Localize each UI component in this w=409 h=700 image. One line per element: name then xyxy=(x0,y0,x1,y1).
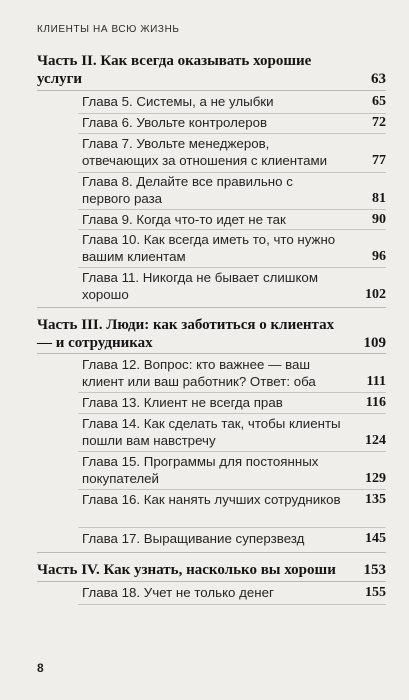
divider xyxy=(37,307,386,308)
toc-chapter-18[interactable] xyxy=(82,584,386,601)
toc-chapter-title: Глава 5. Системы, а не улыбки xyxy=(82,94,274,109)
toc-chapter-10[interactable] xyxy=(82,231,386,265)
toc-chapter-11[interactable] xyxy=(82,269,386,303)
divider xyxy=(78,413,386,414)
divider xyxy=(78,392,386,393)
toc-chapter-16[interactable] xyxy=(82,491,386,508)
divider xyxy=(78,133,386,134)
divider xyxy=(78,451,386,452)
toc-chapter-title: Глава 9. Когда что-то идет не так xyxy=(82,212,286,227)
divider xyxy=(78,604,386,605)
toc-chapter-title: Глава 18. Учет не только денег xyxy=(82,585,274,600)
toc-chapter-8[interactable] xyxy=(82,173,386,207)
toc-page-number: 81 xyxy=(372,191,386,206)
toc-page-number: 109 xyxy=(363,335,386,351)
divider xyxy=(37,552,386,553)
toc-chapter-14[interactable] xyxy=(82,415,386,449)
divider xyxy=(37,90,386,91)
toc-page-number: 129 xyxy=(365,471,386,486)
toc-page-number: 155 xyxy=(365,585,386,600)
toc-part-2[interactable] xyxy=(37,52,386,88)
divider xyxy=(78,527,386,528)
toc-chapter-title: Глава 8. Делайте все правильно с первого раза xyxy=(82,174,293,206)
toc-chapter-title: Глава 14. Как сделать так, чтобы клиенты пошли вам навстречу xyxy=(82,416,341,448)
toc-chapter-title: Глава 15. Программы для постоянных покупателей xyxy=(82,454,319,486)
toc-part-3[interactable] xyxy=(37,316,386,352)
divider xyxy=(37,353,386,354)
toc-page-number: 116 xyxy=(365,395,386,410)
toc-chapter-title: Глава 17. Выращивание суперзвезд xyxy=(82,531,305,546)
toc-chapter-7[interactable] xyxy=(82,135,386,169)
toc-page-number: 145 xyxy=(365,531,386,546)
divider xyxy=(78,229,386,230)
toc-page-number: 90 xyxy=(372,212,386,227)
toc-page-number: 153 xyxy=(363,562,386,578)
divider xyxy=(78,489,386,490)
toc-chapter-title: Глава 6. Увольте контролеров xyxy=(82,115,268,130)
toc-chapter-13[interactable] xyxy=(82,394,386,411)
toc-chapter-9[interactable] xyxy=(82,211,386,228)
toc-page-number: 111 xyxy=(366,374,386,389)
toc-page-number: 72 xyxy=(372,115,386,130)
toc-chapter-12[interactable] xyxy=(82,356,386,390)
toc-page-number: 135 xyxy=(365,492,386,507)
toc-chapter-title: Глава 7. Увольте менеджеров, отвечающих за отношения с клиентами xyxy=(82,136,328,168)
toc-part-title: Часть III. Люди: как заботиться о клиентах — и сотрудниках xyxy=(37,317,335,351)
toc-chapter-title: Глава 10. Как всегда иметь то, что нужно вашим клиентам xyxy=(82,232,336,264)
toc-page-number: 102 xyxy=(365,287,386,302)
toc-chapter-title: Глава 13. Клиент не всегда прав xyxy=(82,395,283,410)
toc-chapter-title: Глава 12. Вопрос: кто важнее — ваш клиент или ваш работник? Ответ: оба xyxy=(82,357,316,389)
toc-page-number: 96 xyxy=(372,249,386,264)
divider xyxy=(78,267,386,268)
toc-chapter-6[interactable] xyxy=(82,114,386,131)
toc-page-number: 63 xyxy=(371,71,386,87)
toc-chapter-17[interactable] xyxy=(82,530,386,547)
toc-page-number: 77 xyxy=(372,153,386,168)
divider xyxy=(78,209,386,210)
toc-part-title: Часть II. Как всегда оказывать хорошие услуги xyxy=(37,53,312,87)
toc-page-number: 124 xyxy=(365,433,386,448)
running-head: КЛИЕНТЫ НА ВСЮ ЖИЗНЬ xyxy=(37,24,180,35)
toc-chapter-title: Глава 11. Никогда не бывает слишком хорошо xyxy=(82,270,318,302)
toc-page-number: 65 xyxy=(372,94,386,109)
toc-chapter-title: Глава 16. Как нанять лучших сотрудников xyxy=(82,492,341,507)
toc-chapter-5[interactable] xyxy=(82,93,386,110)
toc-part-title: Часть IV. Как узнать, насколько вы хороши xyxy=(37,562,336,578)
divider xyxy=(37,581,386,582)
toc-chapter-15[interactable] xyxy=(82,453,386,487)
toc-part-4[interactable] xyxy=(37,561,386,579)
page-number: 8 xyxy=(37,661,44,675)
